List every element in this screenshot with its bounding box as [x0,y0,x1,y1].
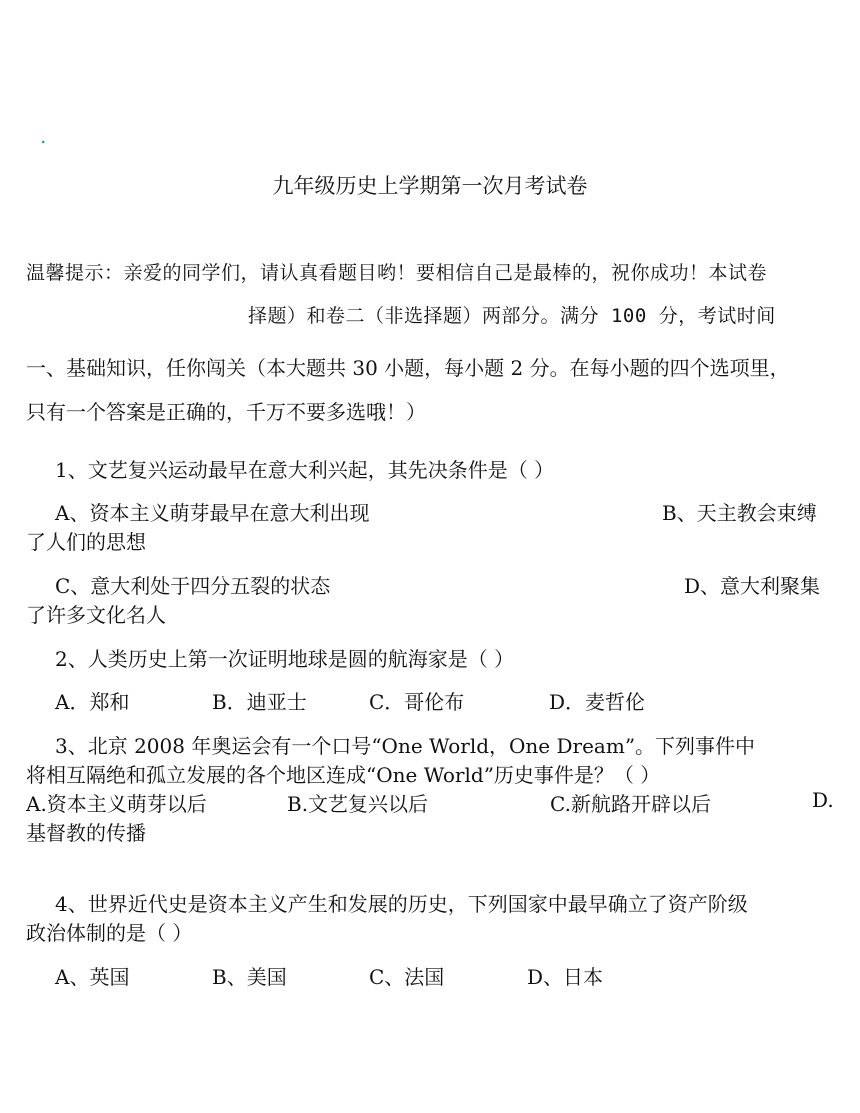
question-4-stem-line-1: 4、世界近代史是资本主义产生和发展的历史，下列国家中最早确立了资产阶级 [55,892,748,916]
exam-title: 九年级历史上学期第一次月考试卷 [272,174,588,198]
tip-line-1: 温馨提示：亲爱的同学们，请认真看题目哟！要相信自己是最棒的，祝你成功！本试卷 [26,262,768,284]
question-2-option-b: B．迪亚士 [212,690,307,714]
question-1-option-d: D、意大利聚集 [684,574,821,598]
question-4-option-a: A、英国 [55,965,130,989]
tip-line-2: 择题）和卷二（非选择题）两部分。满分 100 分，考试时间 [248,305,776,327]
question-4-stem-line-2: 政治体制的是（ ） [26,921,193,945]
question-3-stem-line-2: 将相互隔绝和孤立发展的各个地区连成“One World”历史事件是？（ ） [26,763,661,787]
question-2-option-a: A．郑和 [55,690,130,714]
section-heading-line-2: 只有一个答案是正确的，千万不要多选哦！） [26,400,426,424]
question-1-option-d-continued: 了许多文化名人 [26,603,166,627]
question-4-option-d: D、日本 [527,965,604,989]
question-4-option-c: C、法国 [369,965,445,989]
question-1-option-b: B、天主教会束缚 [662,501,817,525]
question-1-option-b-continued: 了人们的思想 [26,530,146,554]
question-1-option-a: A、资本主义萌芽最早在意大利出现 [55,501,370,525]
question-2-option-c: C．哥伦布 [369,690,465,714]
question-1-stem: 1、文艺复兴运动最早在意大利兴起，其先决条件是（ ） [55,458,555,482]
section-heading-line-1: 一、基础知识，任你闯关（本大题共 30 小题，每小题 2 分。在每小题的四个选项里， [26,356,790,380]
margin-dot: . [40,124,47,148]
question-2-option-d: D．麦哲伦 [549,690,646,714]
question-1-option-c: C、意大利处于四分五裂的状态 [55,574,331,598]
question-3-option-b: B.文艺复兴以后 [287,792,429,816]
question-3-option-d-continued: 基督教的传播 [26,821,146,845]
question-3-stem-line-1: 3、北京 2008 年奥运会有一个口号“One World，One Dream”。下列事件中 [55,734,756,758]
question-3-option-d: D. [812,788,834,812]
question-4-option-b: B、美国 [212,965,287,989]
question-3-option-c: C.新航路开辟以后 [550,792,711,816]
question-2-stem: 2、人类历史上第一次证明地球是圆的航海家是（ ） [55,647,515,671]
question-3-option-a: A.资本主义萌芽以后 [26,792,207,816]
